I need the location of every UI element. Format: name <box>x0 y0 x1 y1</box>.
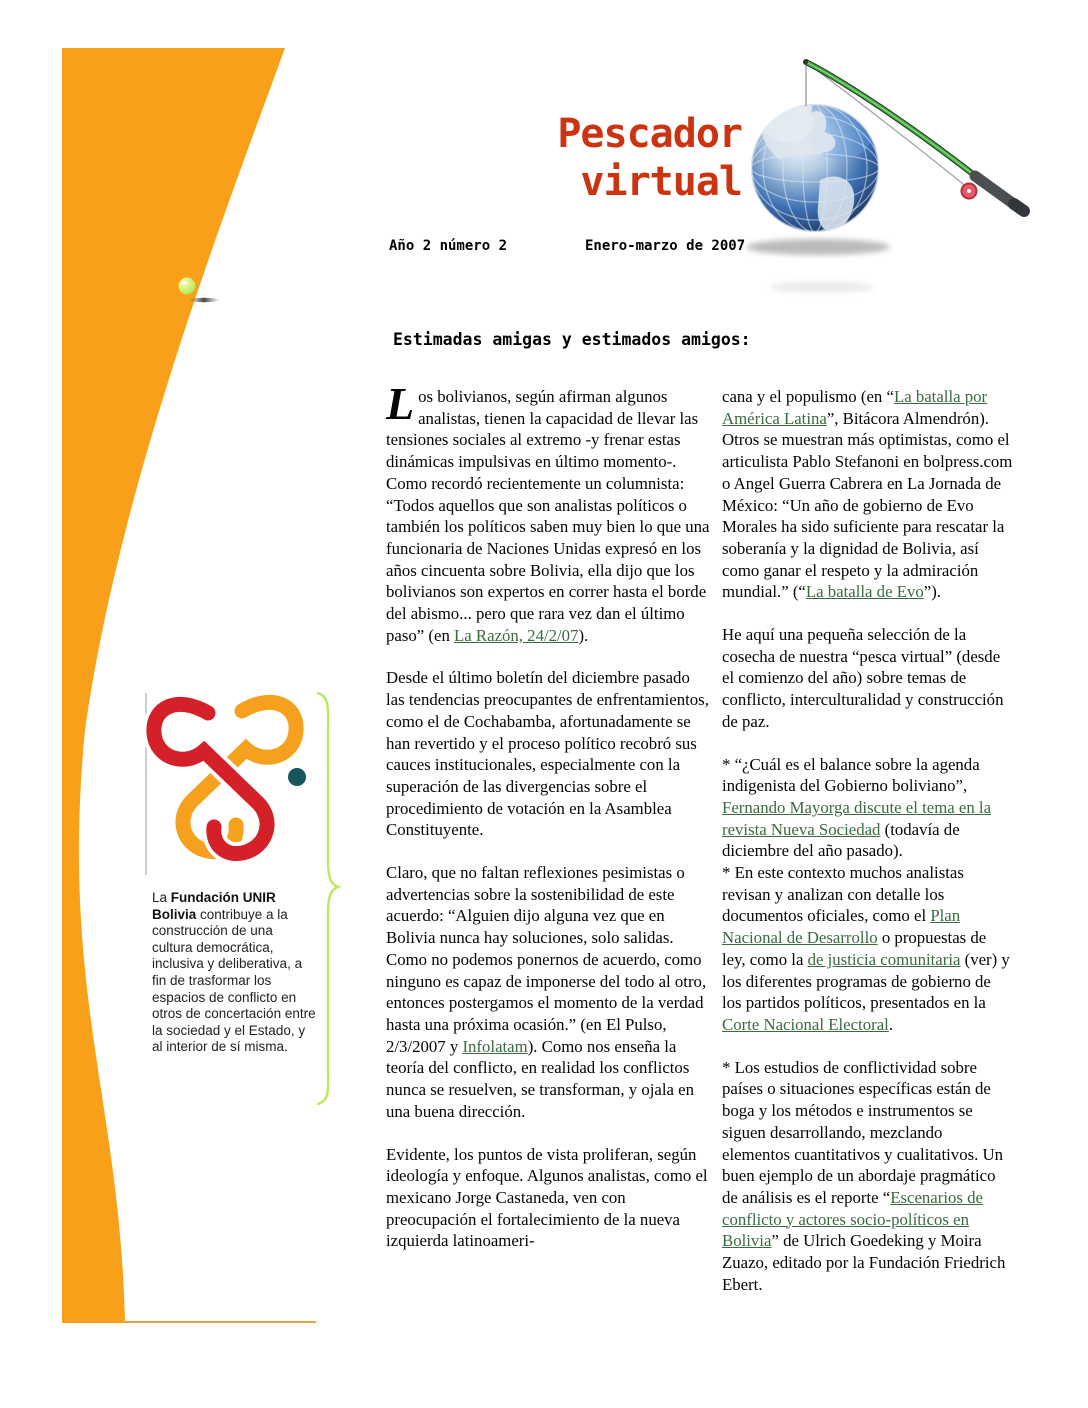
article-paragraph: Claro, que no faltan reflexiones pesimistas o advertencias sobre la sostenibilidad de este acuerdo: “Alguien dijo alguna vez que en Bolivia nunca hay soluciones, solo salidas. Como no podemos ponernos de acuerdo, como ninguno es capaz de imponerse del todo al otro, entonces postergamos el momento de la verdad hasta una próxima ocasión.” (en El Pulso, 2/3/2007 y Infolatam). Como nos enseña la teoría del conflicto, en realidad los conflictos nunca se resuelven, se transforman, y ojala en una buena dirección. <box>386 863 707 1121</box>
article-paragraph: * “¿Cuál es el balance sobre la agenda indigenista del Gobierno boliviano”, Fernando Mayorga discute el tema en la revista Nueva Sociedad (todavía de diciembre del año pasado). <box>722 754 992 861</box>
issue-date: Enero-marzo de 2007 <box>585 238 746 254</box>
article-paragraph: Desde el último boletín del diciembre pasado las tendencias preocupantes de enfrentamientos, como el de Cochabamba, afortunadamente se han revertido y el proceso político recobró sus cauces institucionales, especialmente con la superación de las divergencias sobre el procedimiento de votación en la Asamblea Constituyente. <box>386 668 709 840</box>
drop-cap: L <box>386 378 415 429</box>
curly-brace-graphic <box>318 693 338 1104</box>
title-line-1: Pescador <box>557 111 742 157</box>
article-paragraph: * En este contexto muchos analistas revisan y analizan con detalle los documentos oficiales, como el Plan Nacional de Desarrollo o propuestas de ley, como la de justicia comunitaria (ver) y los diferentes programas de gobierno de los partidos políticos, presentados en la Corte Nacional Electoral. <box>722 863 1010 1034</box>
article-column-left <box>386 378 710 1273</box>
title-line-2: virtual <box>580 159 742 205</box>
sidebar-text-rest: contribuye a la construcción de una cultura democrática, inclusiva y deliberativa, a fin de trasformar los espacios de conflicto en otros de concertación entre la sociedad y el Estado, y al interior de sí misma. <box>152 906 316 1055</box>
unir-logo <box>154 702 306 853</box>
article-paragraph: cana y el populismo (en “La batalla por América Latina”, Bitácora Almendrón). Otros se muestran más optimistas, como el articulista Pablo Stefanoni en bolpress.com o Angel Guerra Cabrera en La Jornada de México: “Un año de gobierno de Evo Morales ha sido suficiente para rescatar la soberanía y la dignidad de Bolivia, así como ganar el respeto y la admiración mundial.” (“La batalla de Evo”). <box>722 387 1013 602</box>
inline-link[interactable]: Fernando Mayorga discute el tema en la revista Nueva Sociedad <box>722 797 992 839</box>
greeting-line: Estimadas amigas y estimados amigos: <box>393 330 751 349</box>
inline-link[interactable]: Escenarios de conflicto y actores socio-políticos en Bolivia <box>722 1187 983 1251</box>
inline-link[interactable]: Plan Nacional de Desarrollo <box>722 906 961 948</box>
globe-shadow <box>746 239 890 255</box>
sidebar-text-prefix: La <box>152 890 171 905</box>
inline-link[interactable]: Infolatam <box>462 1036 528 1056</box>
inline-link[interactable]: La batalla de Evo <box>805 582 924 602</box>
inline-link[interactable]: de justicia comunitaria <box>807 949 961 969</box>
article-paragraph: Los bolivianos, según afirman algunos analistas, tienen la capacidad de llevar las tensiones sociales al extremo -y frenar estas dinámicas impulsivas en último momento-. Como recordó recientemente un columnista: “Todos aquellos que son analistas políticos o también los políticos saben muy bien lo que una funcionaria de Naciones Unidas expresó en los años cincuenta sobre Bolivia, ella dijo que los bolivianos son expertos en correr hasta el borde del abismo... pero que rara vez dan el último paso” (en La Razón, 24/2/07). <box>386 378 710 645</box>
inline-link[interactable]: La Razón, 24/2/07 <box>454 625 579 645</box>
sidebar-org-name: Fundación UNIR Bolivia <box>152 890 276 922</box>
inline-link[interactable]: Corte Nacional Electoral <box>722 1014 889 1034</box>
orange-swoosh-graphic <box>62 48 316 1323</box>
article-paragraph: He aquí una pequeña selección de la cosecha de nuestra “pesca virtual” (desde el comienzo del año) sobre temas de conflicto, interculturalidad y construcción de paz. <box>722 625 1004 731</box>
inline-link[interactable]: La batalla por América Latina <box>722 387 988 428</box>
continent-south-america <box>818 176 855 232</box>
article-paragraph: Evidente, los puntos de vista proliferan, según ideología y enfoque. Algunos analistas, como el mexicano Jorge Castaneda, ven con preocupación el fortalecimiento de la nueva izquierda latinoameri- <box>386 1144 708 1251</box>
sidebar-description <box>152 890 316 1056</box>
issue-number: Año 2 número 2 <box>389 238 508 254</box>
unir-logo-teal-dot <box>288 768 306 786</box>
ball-shadow <box>188 298 220 302</box>
article-paragraph: * Los estudios de conflictividad sobre países o situaciones específicas están de boga y los métodos e instrumentos se siguen desarrollando, mezclando elementos cuantitativos y cualitativos. Un buen ejemplo de un abordaje pragmático de análisis es el reporte “Escenarios de conflicto y actores socio-políticos en Bolivia” de Ulrich Goedeking y Moira Zuazo, editado por la Fundación Friedrich Ebert. <box>722 1057 1006 1294</box>
globe-fishing-illustration <box>746 60 1024 292</box>
newsletter-title <box>430 110 742 206</box>
article-column-right <box>722 386 1014 1316</box>
